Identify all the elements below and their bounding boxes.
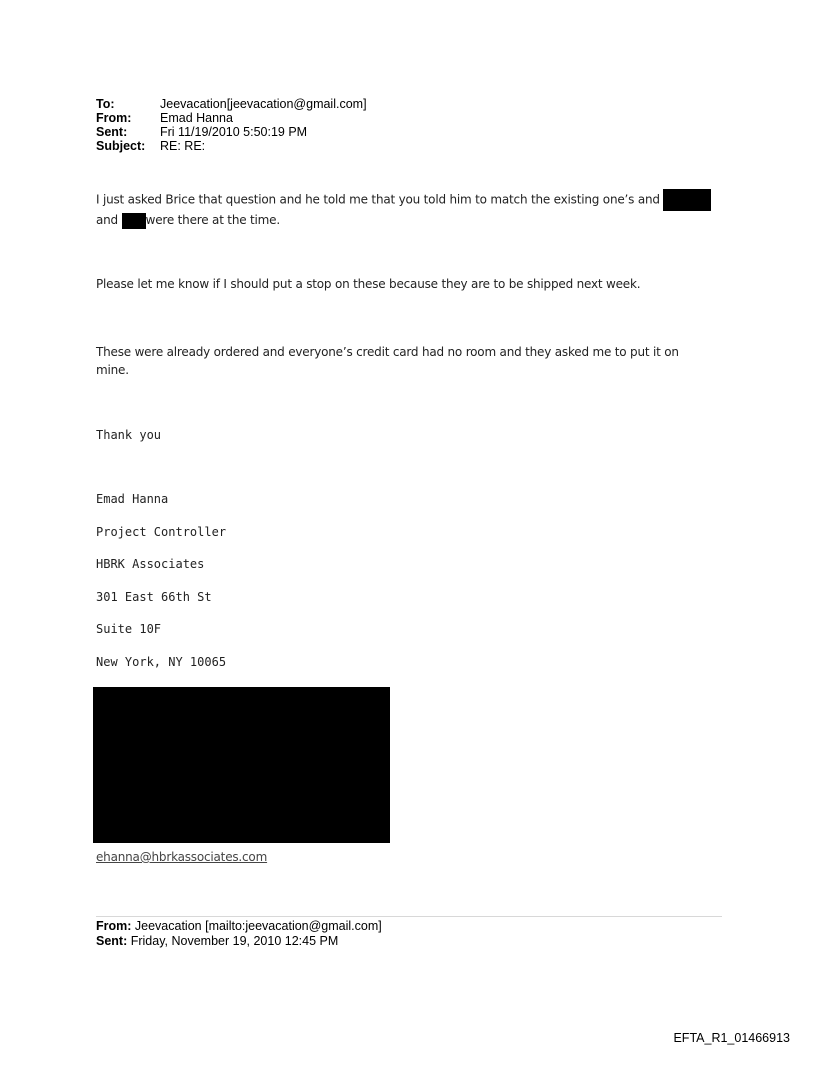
thanks-text: Thank you — [96, 428, 162, 442]
forwarded-sent-row — [96, 934, 382, 949]
forwarded-from-label: From: — [96, 919, 132, 933]
forwarded-sent-value: Friday, November 19, 2010 12:45 PM — [130, 934, 339, 948]
sent-row — [96, 125, 367, 139]
paragraph-2: Please let me know if I should put a stop on these because they are to be shipped next week. — [96, 277, 641, 291]
signature-street: 301 East 66th St — [96, 590, 212, 604]
signature-company: HBRK Associates — [96, 557, 205, 571]
redacted-image — [93, 687, 390, 843]
forwarded-header — [96, 919, 382, 949]
from-row — [96, 111, 367, 125]
subject-value: RE: RE: — [160, 139, 206, 153]
subject-label: Subject: — [96, 139, 146, 153]
sent-label: Sent: — [96, 125, 128, 139]
signature-email-link[interactable]: ehanna@hbrkassociates.com — [96, 850, 268, 864]
from-label: From: — [96, 111, 132, 125]
signature-city: New York, NY 10065 — [96, 655, 227, 669]
redaction-block — [663, 189, 711, 211]
signature-name: Emad Hanna — [96, 492, 169, 506]
to-value: Jeevacation[jeevacation@gmail.com] — [160, 97, 367, 111]
forwarded-from-row — [96, 919, 382, 934]
forwarded-from-value: Jeevacation [mailto:jeevacation@gmail.com] — [134, 919, 382, 933]
paragraph-3: These were already ordered and everyone’s credit card had no room and they asked me to put it on mine. — [96, 345, 679, 377]
paragraph-1 — [96, 189, 726, 229]
forwarded-sent-label: Sent: — [96, 934, 128, 948]
separator-line — [96, 916, 722, 917]
paragraph-1-text-a: I just asked Brice that question and he told me that you told him to match the existing one’s and — [96, 192, 660, 207]
paragraph-1-text-c: were there at the time. — [145, 213, 280, 227]
redaction-block — [122, 213, 146, 229]
signature-suite: Suite 10F — [96, 622, 162, 636]
from-value: Emad Hanna — [160, 111, 233, 125]
document-id: EFTA_R1_01466913 — [673, 1031, 790, 1045]
email-header — [96, 97, 367, 153]
paragraph-1-text-b: and — [96, 213, 118, 227]
to-label: To: — [96, 97, 115, 111]
sent-value: Fri 11/19/2010 5:50:19 PM — [160, 125, 308, 139]
to-row — [96, 97, 367, 111]
signature-title: Project Controller — [96, 525, 227, 539]
subject-row — [96, 139, 367, 153]
